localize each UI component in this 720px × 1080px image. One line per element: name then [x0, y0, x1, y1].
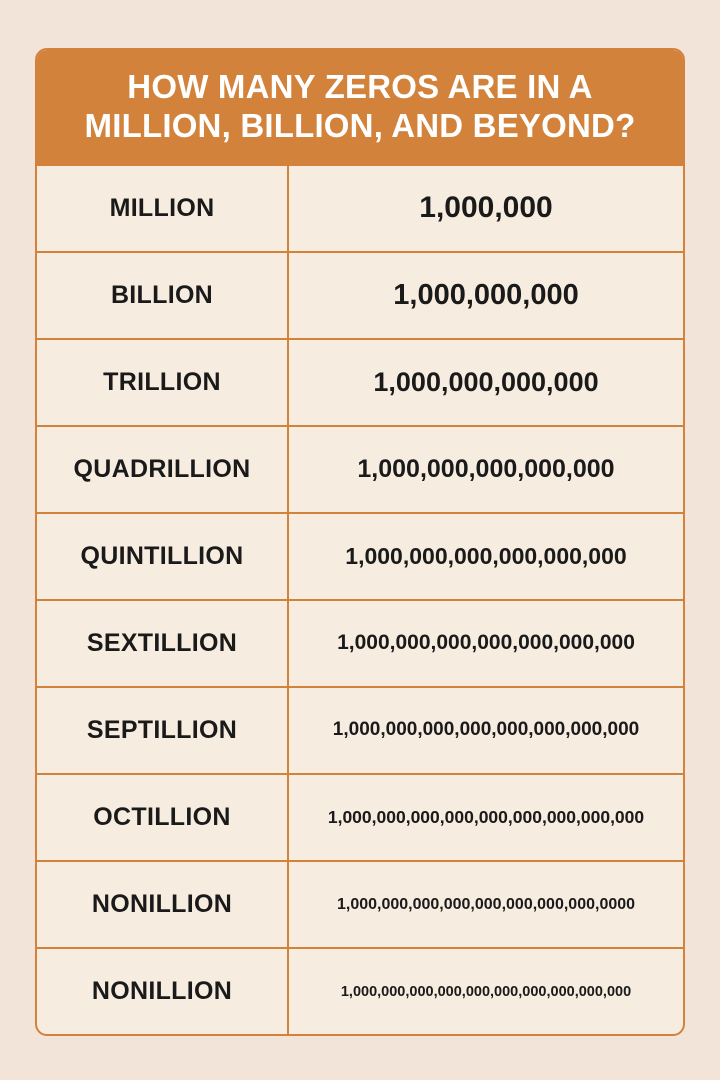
number-scale-table	[37, 166, 683, 1034]
scale-name: NONILLION	[37, 949, 289, 1034]
scale-value: 1,000,000	[419, 191, 553, 225]
table-row	[37, 949, 683, 1034]
table-row	[37, 514, 683, 601]
scale-value: 1,000,000,000,000,000,000,000,000,000,000	[340, 983, 632, 1000]
table-row	[37, 427, 683, 514]
scale-name: MILLION	[37, 166, 289, 251]
scale-name: QUINTILLION	[37, 514, 289, 599]
table-row	[37, 688, 683, 775]
scale-value: 1,000,000,000,000,000,000,000,000,000	[327, 806, 645, 827]
scale-name: SEPTILLION	[37, 688, 289, 773]
table-row	[37, 862, 683, 949]
scale-name: SEXTILLION	[37, 601, 289, 686]
table-row	[37, 340, 683, 427]
page-title: HOW MANY ZEROS ARE IN A MILLION, BILLION, AND BEYOND?	[84, 68, 636, 144]
scale-name: OCTILLION	[37, 775, 289, 860]
table-row	[37, 253, 683, 340]
scale-value: 1,000,000,000	[393, 278, 579, 311]
scale-name: TRILLION	[37, 340, 289, 425]
table-row	[37, 775, 683, 862]
table-row	[37, 601, 683, 688]
scale-value: 1,000,000,000,000	[373, 366, 599, 397]
scale-name: NONILLION	[37, 862, 289, 947]
card-header	[37, 50, 683, 166]
scale-name: BILLION	[37, 253, 289, 338]
scale-value: 1,000,000,000,000,000,000,000	[337, 631, 635, 655]
scale-value: 1,000,000,000,000,000,000,000,000,0000	[336, 895, 636, 913]
scale-name: QUADRILLION	[37, 427, 289, 512]
infographic-card	[35, 48, 685, 1036]
scale-value: 1,000,000,000,000,000	[357, 454, 615, 483]
table-row	[37, 166, 683, 253]
scale-value: 1,000,000,000,000,000,000,000,000	[332, 719, 640, 741]
scale-value: 1,000,000,000,000,000,000	[345, 542, 627, 569]
